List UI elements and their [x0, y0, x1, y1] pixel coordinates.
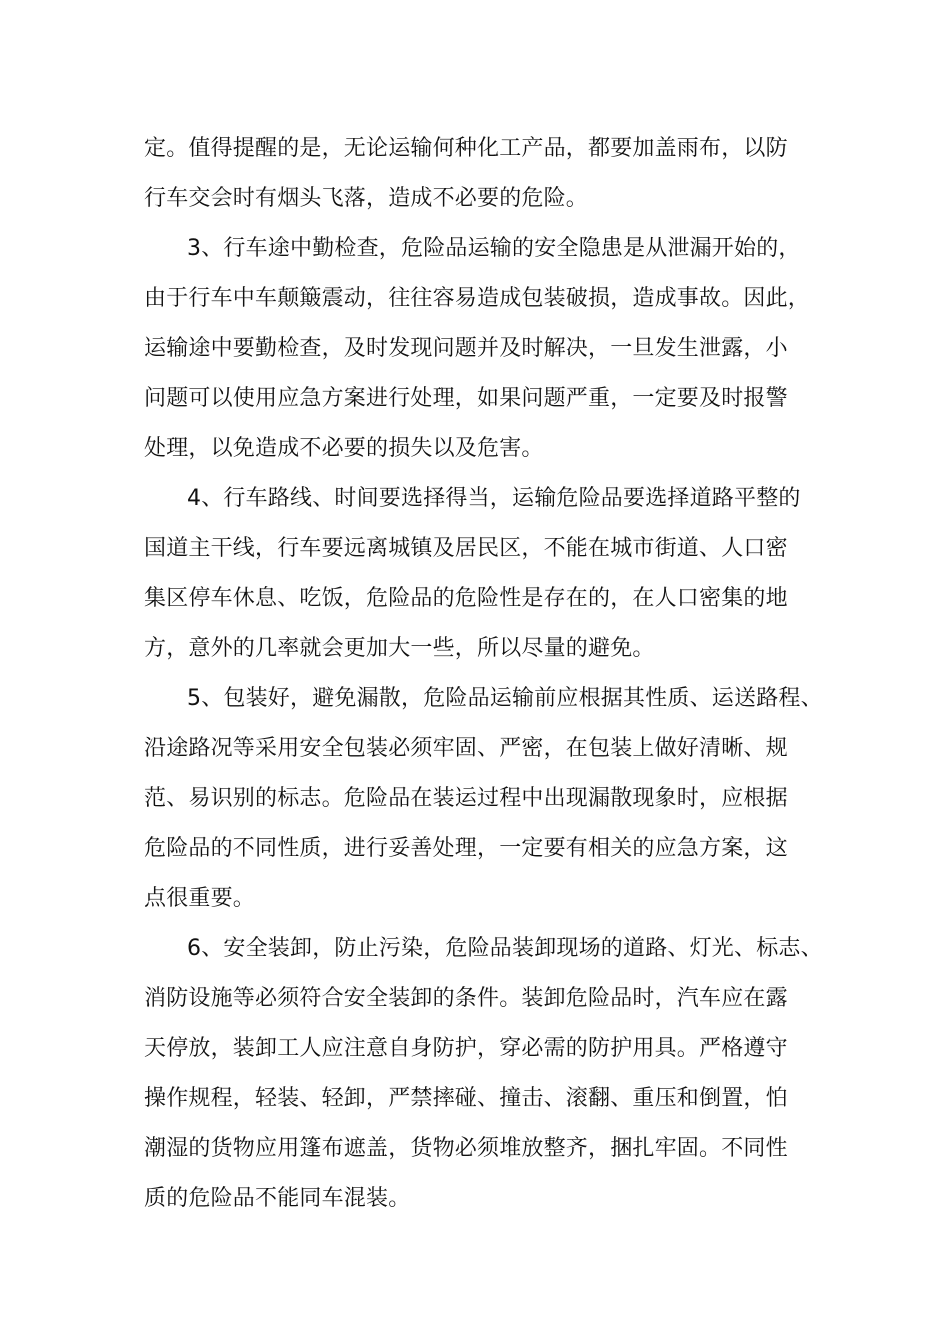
text-line: 问题可以使用应急方案进行处理，如果问题严重，一定要及时报警 — [144, 386, 788, 411]
text-line: 集区停车休息、吃饭，危险品的危险性是存在的，在人口密集的地 — [144, 586, 788, 611]
text-line: 处理，以免造成不必要的损失以及危害。 — [144, 436, 544, 461]
paragraph-5-start: 5、包装好，避免漏散，危险品运输前应根据其性质、运送路程、 — [187, 686, 823, 711]
text-line: 范、易识别的标志。危险品在装运过程中出现漏散现象时，应根据 — [144, 786, 788, 811]
text-line: 点很重要。 — [144, 886, 256, 911]
paragraph-4-start: 4、行车路线、时间要选择得当，运输危险品要选择道路平整的 — [187, 486, 801, 511]
paragraph-6-start: 6、安全装卸，防止污染，危险品装卸现场的道路、灯光、标志、 — [187, 936, 823, 961]
text-line: 沿途路况等采用安全包装必须牢固、严密，在包装上做好清晰、规 — [144, 736, 788, 761]
text-line: 天停放，装卸工人应注意自身防护，穿必需的防护用具。严格遵守 — [144, 1036, 788, 1061]
text-line: 国道主干线，行车要远离城镇及居民区，不能在城市街道、人口密 — [144, 536, 788, 561]
paragraph-3-start: 3、行车途中勤检查，危险品运输的安全隐患是从泄漏开始的， — [187, 236, 801, 261]
text-line: 运输途中要勤检查，及时发现问题并及时解决，一旦发生泄露，小 — [144, 336, 788, 361]
text-line: 定。值得提醒的是，无论运输何种化工产品，都要加盖雨布，以防 — [144, 136, 788, 161]
text-line: 行车交会时有烟头飞落，造成不必要的危险。 — [144, 186, 589, 211]
text-line: 质的危险品不能同车混装。 — [144, 1186, 411, 1211]
text-line: 危险品的不同性质，进行妥善处理，一定要有相关的应急方案，这 — [144, 836, 788, 861]
text-line: 操作规程，轻装、轻卸，严禁摔碰、撞击、滚翻、重压和倒置，怕 — [144, 1086, 788, 1111]
text-line: 方，意外的几率就会更加大一些，所以尽量的避免。 — [144, 636, 655, 661]
text-line: 消防设施等必须符合安全装卸的条件。装卸危险品时，汽车应在露 — [144, 986, 788, 1011]
text-line: 由于行车中车颠簸震动，往往容易造成包装破损，造成事故。因此， — [144, 286, 811, 311]
text-line: 潮湿的货物应用篷布遮盖，货物必须堆放整齐，捆扎牢固。不同性 — [144, 1136, 788, 1161]
